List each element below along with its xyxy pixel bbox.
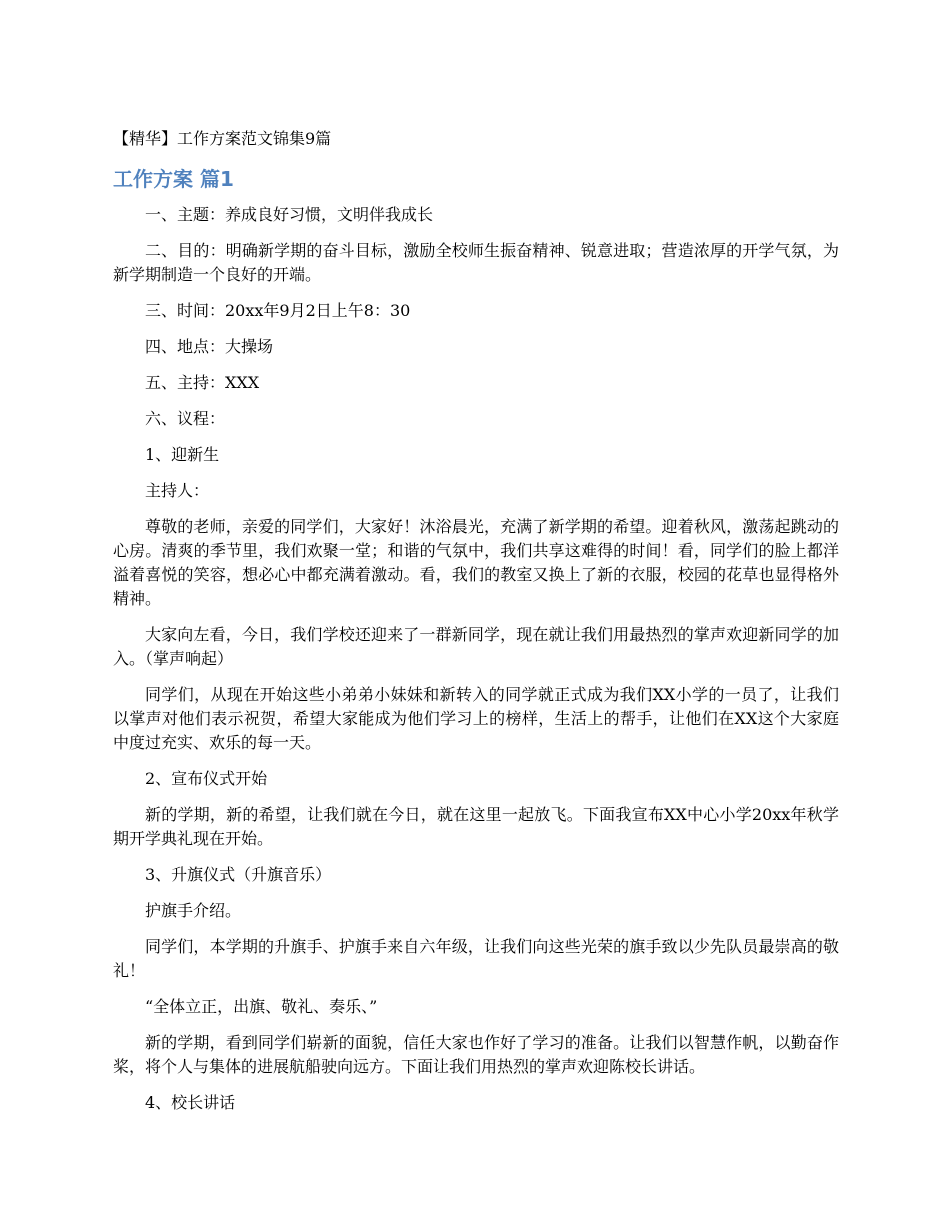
paragraph-host-label: 主持人： — [145, 481, 210, 500]
paragraph-announce: 新的学期，新的希望，让我们就在今日，就在这里一起放飞。下面我宣布XX中心小学20xx年秋学期开学典礼现在开始。 — [113, 805, 839, 848]
paragraph-flag-guards: 护旗手介绍。 — [145, 901, 242, 920]
agenda-item-flag: 3、升旗仪式（升旗音乐） — [145, 865, 332, 884]
paragraph-new-term: 新的学期，看到同学们崭新的面貌，信任大家也作好了学习的准备。让我们以智慧作帆，以勤奋作桨，将个人与集体的进展航船驶向远方。下面让我们用热烈的掌声欢迎陈校长讲话。 — [113, 1033, 839, 1076]
paragraph-purpose: 二、目的：明确新学期的奋斗目标，激励全校师生振奋精神、锐意进取；营造浓厚的开学气氛，为新学期制造一个良好的开端。 — [113, 241, 839, 284]
agenda-item-announce: 2、宣布仪式开始 — [145, 769, 268, 788]
paragraph-agenda: 六、议程： — [145, 409, 226, 428]
paragraph-host: 五、主持：XXX — [145, 373, 260, 392]
document-title: 【精华】工作方案范文锦集9篇 — [113, 129, 332, 148]
paragraph-quote: “全体立正，出旗、敬礼、奏乐、” — [145, 997, 378, 1016]
paragraph-theme: 一、主题：养成良好习惯，文明伴我成长 — [145, 205, 434, 224]
paragraph-flag-salute: 同学们，本学期的升旗手、护旗手来自六年级，让我们向这些光荣的旗手致以少先队员最崇高的敬礼！ — [113, 937, 839, 980]
paragraph-time: 三、时间：20xx年9月2日上午8：30 — [145, 301, 411, 320]
paragraph-welcome-new: 大家向左看，今日，我们学校还迎来了一群新同学，现在就让我们用最热烈的掌声欢迎新同学的加入。（掌声响起） — [113, 625, 839, 668]
paragraph-congratulate: 同学们，从现在开始这些小弟弟小妹妹和新转入的同学就正式成为我们XX小学的一员了，让我们以掌声对他们表示祝贺，希望大家能成为他们学习上的榜样，生活上的帮手，让他们在XX这个大家庭中度过充实、欢乐的每一天。 — [113, 685, 839, 752]
paragraph-greeting: 尊敬的老师，亲爱的同学们，大家好！沐浴晨光，充满了新学期的希望。迎着秋风，激荡起跳动的心房。清爽的季节里，我们欢聚一堂；和谐的气氛中，我们共享这难得的时间！看，同学们的脸上都洋溢着喜悦的笑容，想必心中都充满着激动。看，我们的教室又换上了新的衣服，校园的花草也显得格外精神。 — [113, 517, 839, 608]
document-body — [113, 203, 839, 1127]
section-heading: 工作方案 篇1 — [113, 167, 234, 191]
agenda-item-principal: 4、校长讲话 — [145, 1093, 236, 1112]
agenda-item-welcome: 1、迎新生 — [145, 445, 220, 464]
paragraph-location: 四、地点：大操场 — [145, 337, 274, 356]
